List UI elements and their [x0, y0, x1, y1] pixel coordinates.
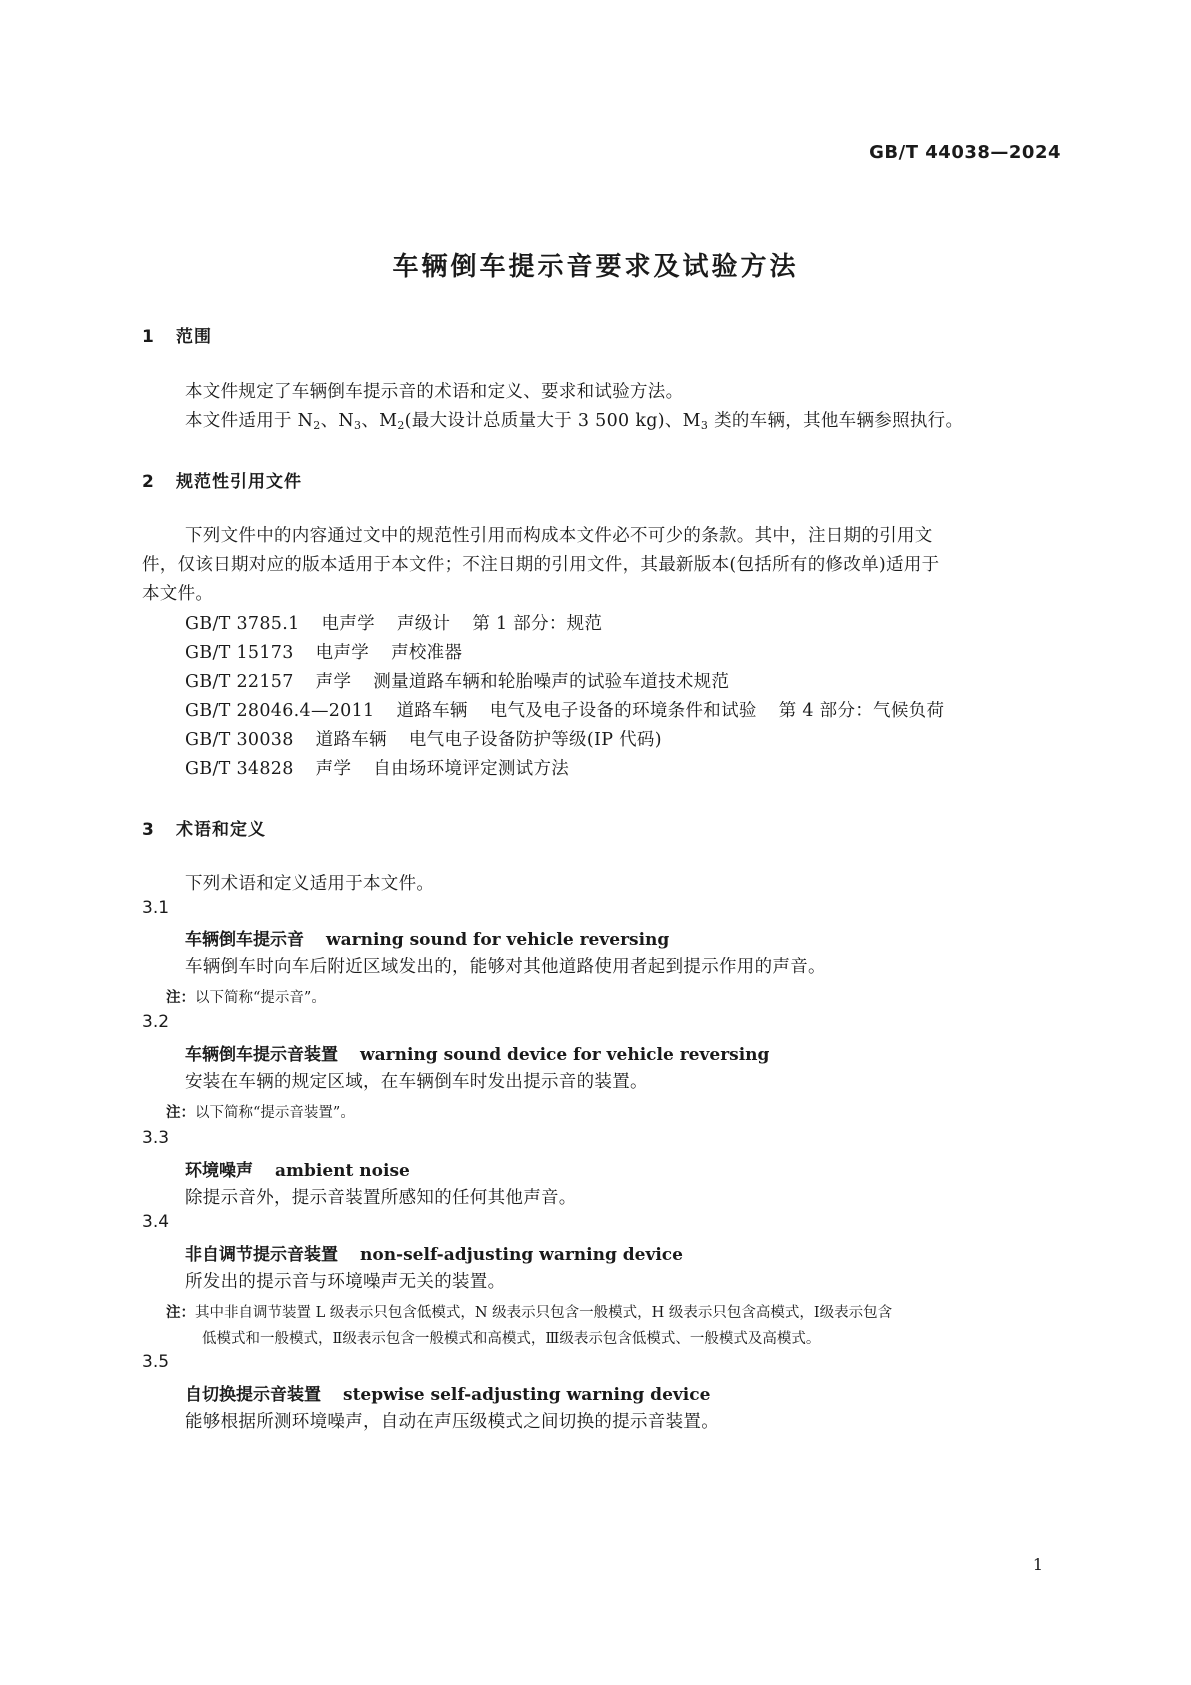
section-heading-scope [142, 322, 212, 347]
reference-item: GB/T 34828 声学 自由场环境评定测试方法 [185, 759, 570, 779]
scope-paragraph-1: 本文件规定了车辆倒车提示音的术语和定义、要求和试验方法。 [185, 382, 684, 402]
section-heading-terms-definitions [142, 815, 266, 840]
reference-item: GB/T 22157 声学 测量道路车辆和轮胎噪声的试验车道技术规范 [185, 672, 730, 692]
page-number: 1 [1032, 1555, 1043, 1574]
term-definition: 车辆倒车时向车后附近区域发出的，能够对其他道路使用者起到提示作用的声音。 [185, 957, 826, 977]
section-number: 3 [142, 820, 155, 840]
term-number: 3.5 [142, 1352, 170, 1372]
section-title: 范围 [176, 327, 212, 347]
term-name: 环境噪声 ambient noise [185, 1161, 410, 1181]
section-title: 术语和定义 [176, 820, 266, 840]
term-note: 注：以下简称“提示音”。 [166, 990, 326, 1006]
term-definition: 除提示音外，提示音装置所感知的任何其他声音。 [185, 1188, 577, 1208]
section-number: 1 [142, 327, 155, 347]
references-intro-line-2: 件，仅该日期对应的版本适用于本文件；不注日期的引用文件，其最新版本(包括所有的修改单)适用于 [142, 555, 940, 575]
section-heading-normative-references [142, 467, 302, 492]
references-intro-line-3: 本文件。 [142, 584, 214, 604]
reference-item: GB/T 28046.4—2011 道路车辆 电气及电子设备的环境条件和试验 第 4 部分：气候负荷 [185, 701, 945, 721]
section-number: 2 [142, 472, 155, 492]
term-note-continued: 低模式和一般模式，Ⅱ级表示包含一般模式和高模式，Ⅲ级表示包含低模式、一般模式及高模式。 [202, 1331, 821, 1347]
term-name: 车辆倒车提示音装置 warning sound device for vehicle reversing [185, 1045, 770, 1065]
term-definition: 能够根据所测环境噪声，自动在声压级模式之间切换的提示音装置。 [185, 1412, 719, 1432]
term-number: 3.4 [142, 1212, 170, 1232]
term-name: 自切换提示音装置 stepwise self-adjusting warning device [185, 1385, 711, 1405]
reference-item: GB/T 3785.1 电声学 声级计 第 1 部分：规范 [185, 614, 603, 634]
term-name: 非自调节提示音装置 non-self-adjusting warning device [185, 1245, 683, 1265]
standard-number: GB/T 44038—2024 [869, 142, 1061, 163]
references-intro-line-1: 下列文件中的内容通过文中的规范性引用而构成本文件必不可少的条款。其中，注日期的引用文 [185, 526, 933, 546]
term-name: 车辆倒车提示音 warning sound for vehicle reversing [185, 930, 670, 950]
reference-item: GB/T 15173 电声学 声校准器 [185, 643, 463, 663]
term-definition: 所发出的提示音与环境噪声无关的装置。 [185, 1272, 506, 1292]
terms-intro: 下列术语和定义适用于本文件。 [185, 874, 435, 894]
term-number: 3.2 [142, 1012, 170, 1032]
term-definition: 安装在车辆的规定区域，在车辆倒车时发出提示音的装置。 [185, 1072, 648, 1092]
term-note: 注：以下简称“提示音装置”。 [166, 1105, 355, 1121]
reference-item: GB/T 30038 道路车辆 电气电子设备防护等级(IP 代码) [185, 730, 662, 750]
scope-paragraph-2: 本文件适用于 $N_2$、$N_3$、$M_2$(最大设计总质量大于 3 500 kg)、$M_3$ 类的车辆，其他车辆参照执行。 [185, 411, 964, 432]
term-number: 3.1 [142, 898, 170, 918]
term-number: 3.3 [142, 1128, 170, 1148]
term-note: 注：其中非自调节装置 L 级表示只包含低模式，N 级表示只包含一般模式，H 级表示只包含高模式，Ⅰ级表示包含 [166, 1305, 893, 1321]
section-title: 规范性引用文件 [176, 472, 302, 492]
document-title: 车辆倒车提示音要求及试验方法 [392, 252, 799, 282]
